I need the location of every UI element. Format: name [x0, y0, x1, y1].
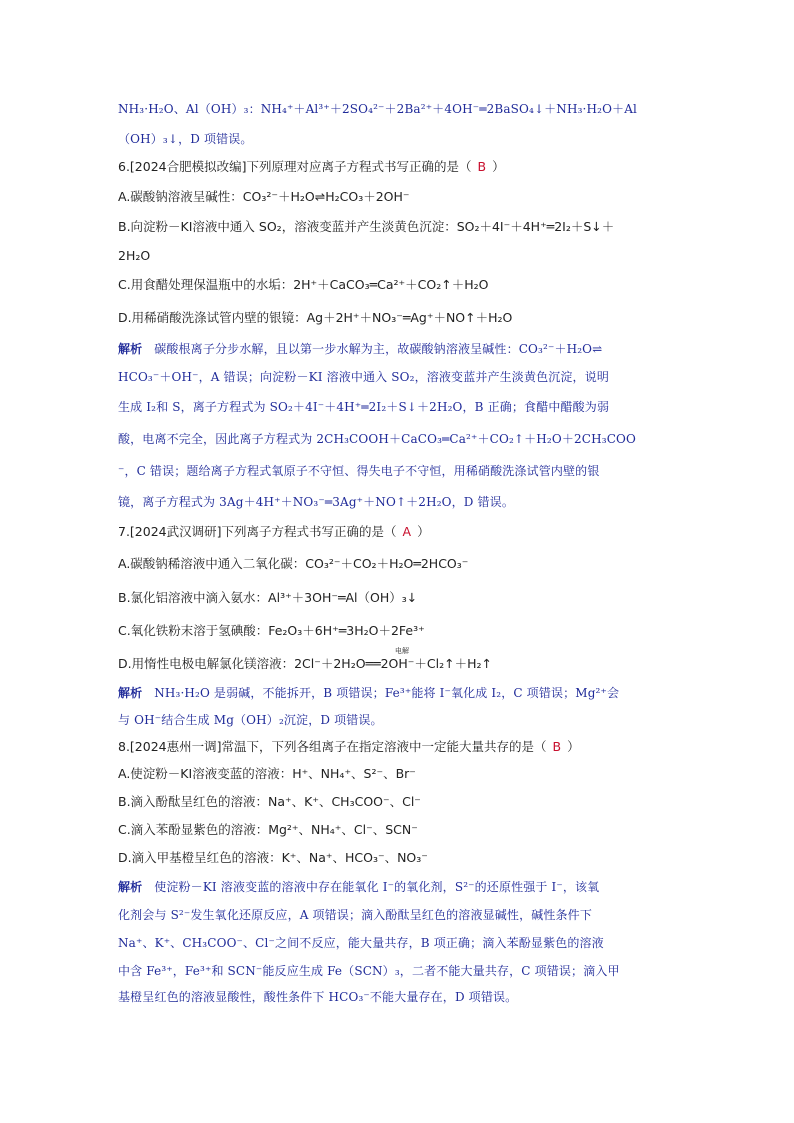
question-7-option-c: C.氧化铁粉末溶于氢碘酸：Fe₂O₃＋6H⁺═3H₂O＋2Fe³⁺ [118, 623, 425, 638]
question-8-explanation-text-1: 使淀粉－KI 溶液变蓝的溶液中存在能氧化 I⁻的氧化剂，S²⁻的还原性强于 I⁻，该氧 [154, 880, 600, 894]
question-8-explanation-line-4: 中含 Fe³⁺，Fe³⁺和 SCN⁻能反应生成 Fe（SCN）₃，二者不能大量共存，C 项错误；滴入甲 [118, 964, 620, 978]
question-8-stem-close: ） [567, 739, 580, 754]
continued-explanation-line-2: （OH）₃↓，D 项错误。 [118, 132, 253, 146]
question-7-stem [118, 523, 678, 541]
question-7-explanation-text-1: NH₃·H₂O 是弱碱，不能拆开，B 项错误；Fe³⁺能将 I⁻氧化成 I₂，C 项错误；Mg²⁺会 [154, 686, 620, 700]
question-7-explanation-line-1 [118, 684, 678, 702]
question-8-explanation-line-3: Na⁺、K⁺、CH₃COO⁻、Cl⁻之间不反应，能大量共存，B 项正确；滴入苯酚显紫色的溶液 [118, 936, 604, 950]
question-8-stem-text: 8.[2024惠州一调]常温下，下列各组离子在指定溶液中一定能大量共存的是（ [118, 739, 547, 754]
question-7-explanation-line-2: 与 OH⁻结合生成 Mg（OH）₂沉淀，D 项错误。 [118, 713, 383, 727]
question-6-explanation-label: 解析 [118, 342, 143, 356]
question-8-explanation-line-1 [118, 878, 678, 896]
question-7-answer: A [402, 524, 412, 539]
question-6-stem [118, 158, 678, 176]
question-7-option-a: A.碳酸钠稀溶液中通入二氧化碳：CO₃²⁻＋CO₂＋H₂O═2HCO₃⁻ [118, 556, 469, 571]
question-8-option-c: C.滴入苯酚显紫色的溶液：Mg²⁺、NH₄⁺、Cl⁻、SCN⁻ [118, 822, 418, 837]
electrolysis-condition-mark: 电解 [395, 647, 409, 655]
question-6-explanation-line-3: 生成 I₂和 S，离子方程式为 SO₂＋4I⁻＋4H⁺═2I₂＋S↓＋2H₂O，B 正确；食醋中醋酸为弱 [118, 400, 610, 414]
question-6-explanation-line-1 [118, 340, 678, 358]
question-7-option-d-text: D.用惰性电极电解氯化镁溶液：2Cl⁻＋2H₂O══2OH⁻＋Cl₂↑＋H₂↑ [118, 656, 492, 671]
question-7-explanation-label: 解析 [118, 686, 143, 700]
question-8-option-b: B.滴入酚酞呈红色的溶液：Na⁺、K⁺、CH₃COO⁻、Cl⁻ [118, 794, 421, 809]
question-8-answer: B [552, 739, 562, 754]
question-6-stem-text: 6.[2024合肥模拟改编]下列原理对应离子方程式书写正确的是（ [118, 159, 472, 174]
question-7-option-d [118, 647, 678, 673]
question-7-stem-close: ） [417, 524, 430, 539]
question-8-explanation-label: 解析 [118, 880, 143, 894]
continued-explanation-line-1: NH₃·H₂O、Al（OH）₃：NH₄⁺＋Al³⁺＋2SO₄²⁻＋2Ba²⁺＋4OH⁻═2BaSO₄↓＋NH₃·H₂O＋Al [118, 102, 638, 116]
question-6-option-c: C.用食醋处理保温瓶中的水垢：2H⁺＋CaCO₃═Ca²⁺＋CO₂↑＋H₂O [118, 277, 489, 292]
question-6-option-d: D.用稀硝酸洗涤试管内壁的银镜：Ag＋2H⁺＋NO₃⁻═Ag⁺＋NO↑＋H₂O [118, 310, 513, 325]
question-6-explanation-line-5: ⁻，C 错误；题给离子方程式氧原子不守恒、得失电子不守恒，用稀硝酸洗涤试管内壁的银 [118, 464, 600, 478]
question-6-explanation-line-6: 镜，离子方程式为 3Ag＋4H⁺＋NO₃⁻═3Ag⁺＋NO↑＋2H₂O，D 错误。 [118, 495, 514, 509]
question-7-stem-text: 7.[2024武汉调研]下列离子方程式书写正确的是（ [118, 524, 397, 539]
question-6-option-b: B.向淀粉－KI溶液中通入 SO₂，溶液变蓝并产生淡黄色沉淀：SO₂＋4I⁻＋4H⁺═2I₂＋S↓＋ [118, 219, 615, 234]
question-6-stem-close: ） [492, 159, 505, 174]
question-8-explanation-line-5: 基橙呈红色的溶液显酸性，酸性条件下 HCO₃⁻不能大量存在，D 项错误。 [118, 990, 518, 1004]
question-8-stem [118, 738, 678, 756]
question-8-option-a: A.使淀粉－KI溶液变蓝的溶液：H⁺、NH₄⁺、S²⁻、Br⁻ [118, 766, 416, 781]
question-8-option-d: D.滴入甲基橙呈红色的溶液：K⁺、Na⁺、HCO₃⁻、NO₃⁻ [118, 850, 428, 865]
question-6-explanation-line-4: 酸，电离不完全，因此离子方程式为 2CH₃COOH＋CaCO₃═Ca²⁺＋CO₂↑＋H₂O＋2CH₃COO [118, 432, 636, 446]
question-6-answer: B [477, 159, 487, 174]
question-6-explanation-text-1: 碳酸根离子分步水解，且以第一步水解为主，故碳酸钠溶液呈碱性：CO₃²⁻＋H₂O⇌ [154, 342, 603, 356]
question-6-explanation-line-2: HCO₃⁻＋OH⁻，A 错误；向淀粉－KI 溶液中通入 SO₂，溶液变蓝并产生淡黄色沉淀，说明 [118, 370, 610, 384]
question-6-option-a: A.碳酸钠溶液呈碱性：CO₃²⁻＋H₂O⇌H₂CO₃＋2OH⁻ [118, 189, 410, 204]
question-8-explanation-line-2: 化剂会与 S²⁻发生氧化还原反应，A 项错误；滴入酚酞呈红色的溶液显碱性，碱性条件下 [118, 908, 592, 922]
question-7-option-b: B.氯化铝溶液中滴入氨水：Al³⁺＋3OH⁻═Al（OH）₃↓ [118, 590, 418, 605]
question-6-option-b-continued: 2H₂O [118, 248, 151, 263]
